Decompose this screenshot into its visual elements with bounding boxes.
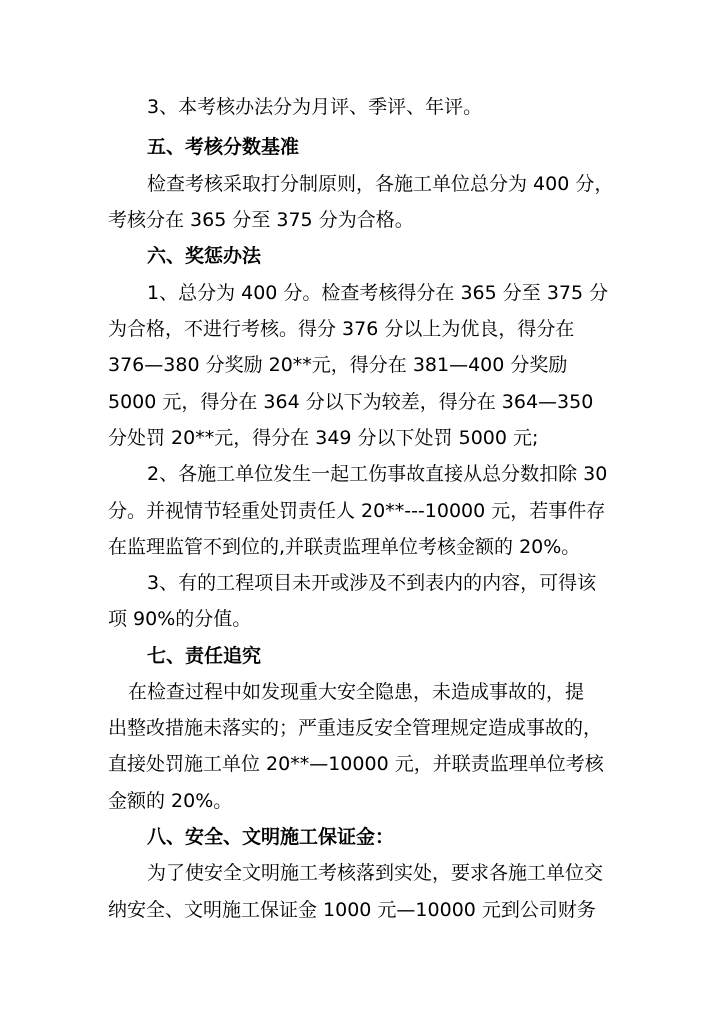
paragraph-line: 5000 元，得分在 364 分以下为较差，得分在 364—350 bbox=[108, 391, 594, 413]
paragraph-line: 考核分在 365 分至 375 分为合格。 bbox=[108, 209, 414, 231]
paragraph-line: 为了使安全文明施工考核落到实处，要求各施工单位交 bbox=[147, 862, 604, 884]
paragraph-line: 在监理监管不到位的,并联责监理单位考核金额的 20%。 bbox=[108, 536, 581, 558]
paragraph-line: 3、有的工程项目未开或涉及不到表内的内容，可得该 bbox=[147, 572, 597, 594]
section-heading-5: 五、考核分数基准 bbox=[147, 136, 300, 158]
paragraph-line: 金额的 20%。 bbox=[108, 790, 233, 812]
section-heading-8: 八、安全、文明施工保证金： bbox=[147, 826, 395, 848]
section-heading-6: 六、奖惩办法 bbox=[147, 245, 262, 267]
paragraph-line: 在检查过程中如发现重大安全隐患，未造成事故的，提 bbox=[128, 681, 585, 703]
paragraph-line: 2、各施工单位发生一起工伤事故直接从总分数扣除 30 bbox=[147, 463, 608, 485]
paragraph-line: 1、总分为 400 分。检查考核得分在 365 分至 375 分 bbox=[147, 282, 609, 304]
paragraph-line: 直接处罚施工单位 20**—10000 元，并联责监理单位考核 bbox=[108, 753, 604, 775]
paragraph-line: 分处罚 20**元，得分在 349 分以下处罚 5000 元; bbox=[108, 427, 539, 449]
paragraph-line: 分。并视情节轻重处罚责任人 20**---10000 元，若事件存 bbox=[108, 500, 606, 522]
paragraph-line: 出整改措施未落实的；严重违反安全管理规定造成事故的， bbox=[108, 717, 603, 739]
section-heading-7: 七、责任追究 bbox=[147, 645, 262, 667]
paragraph-line: 376—380 分奖励 20**元，得分在 381—400 分奖励 bbox=[108, 354, 568, 376]
paragraph-line: 3、本考核办法分为月评、季评、年评。 bbox=[147, 96, 483, 118]
paragraph-line: 纳安全、文明施工保证金 1000 元—10000 元到公司财务 bbox=[108, 899, 596, 921]
paragraph-line: 检查考核采取打分制原则，各施工单位总分为 400 分， bbox=[147, 173, 614, 195]
paragraph-line: 为合格，不进行考核。得分 376 分以上为优良，得分在 bbox=[108, 318, 575, 340]
paragraph-line: 项 90%的分值。 bbox=[108, 608, 252, 630]
